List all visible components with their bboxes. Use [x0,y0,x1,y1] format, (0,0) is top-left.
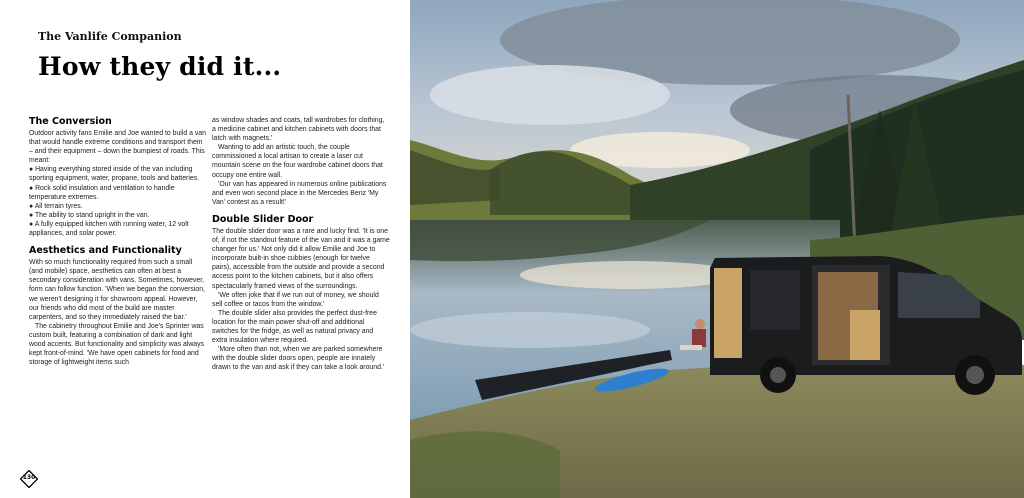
bullet-item: ● The ability to stand upright in the van. [29,211,150,219]
section-heading-door: Double Slider Door [212,213,314,225]
text-column-2 [212,116,390,372]
bullet-item: ● Having everything stored inside of the van including sporting equipment, water, propane, tools and batteries. [29,166,200,183]
left-page [0,0,410,498]
bullet-item: ● A fully equipped kitchen with running water, 12 volt appliances, and solar power. [29,220,189,238]
paragraph: Outdoor activity fans Emilie and Joe wanted to build a van that would handle extreme conditions and transport them – and their equipment – down the bumpiest of roads. This meant: [29,130,206,165]
page-number: 130 [22,474,36,481]
paragraph: The cabinetry throughout Emilie and Joe's Sprinter was custom built, featuring a combination of dark and light wood accents. But functionality and simplicity was always kept front-of-mind. 'We have open cabinets for food and storage of lightweight items such [29,322,205,367]
van-lake-photo [410,0,1024,498]
book-kicker: The Vanlife Companion [38,30,182,43]
paragraph: 'Our van has appeared in numerous online publications and even won second place in the Mercedes Benz 'My Van' contest as a result!' [212,180,387,206]
cloud-reflection [520,261,740,289]
cloud-reflection [410,312,650,348]
section-heading-conversion: The Conversion [29,116,112,127]
grass-patch [410,431,560,498]
bullet-item: ● Rock solid insulation and ventilation to handle temperature extremes. [29,184,175,201]
paragraph: Wanting to add an artistic touch, the couple commissioned a local artisan to create a laser cut mountain scene on the four wardrobe cabinet doors that occupy one entire wall. [212,144,383,179]
page-title: How they did it... [38,52,282,81]
text-column-1 [29,116,207,367]
section-heading-aesthetics: Aesthetics and Functionality [29,245,182,257]
paragraph: With so much functionality required from such a small (and mobile) space, aesthetics can often at best a secondary consideration with vans. Sometimes, however, form can follow function. 'When we began the conversion, we weren't designing it for showroom appeal. However, our friends who did most of the build are master carpenters, and so they immediately raised the bar.' [29,259,205,321]
paragraph: 'We often joke that if we run out of money, we should sell coffee or tacos from the window.' [212,291,379,308]
page-number-badge [20,470,38,488]
paragraph: The double slider also provides the perfect dust-free location for the main power shut-off and additional switches for the fridge, as well as natural privacy and extra insulation where required. [212,309,377,345]
paragraph: as window shades and coats, tall wardrobes for clothing, a medicine cabinet and kitchen cabinets with doors that latch with magnets.' [212,117,385,143]
person-head [695,319,705,329]
paragraph: The double slider door was a rare and lucky find. 'It is one of, if not the standout feature of the van and it was a game changer for us.' Not only did it allow Emilie and Joe to incorporate built-in shoe cubbies (enough for twelve pairs), accessible from the outside and provide a second access point to the kitchen cabinets, but it also offers spectacularly framed views of the surroundings. [212,227,390,290]
person-legs [680,345,702,350]
bullet-item: ● All terrain tyres. [29,202,83,210]
paragraph: 'More often than not, when we are parked somewhere with the double slider doors open, people are innately drawn to the van and ask if they can take a look around.' [212,346,385,372]
cloud [430,65,670,125]
person-body [692,329,706,347]
